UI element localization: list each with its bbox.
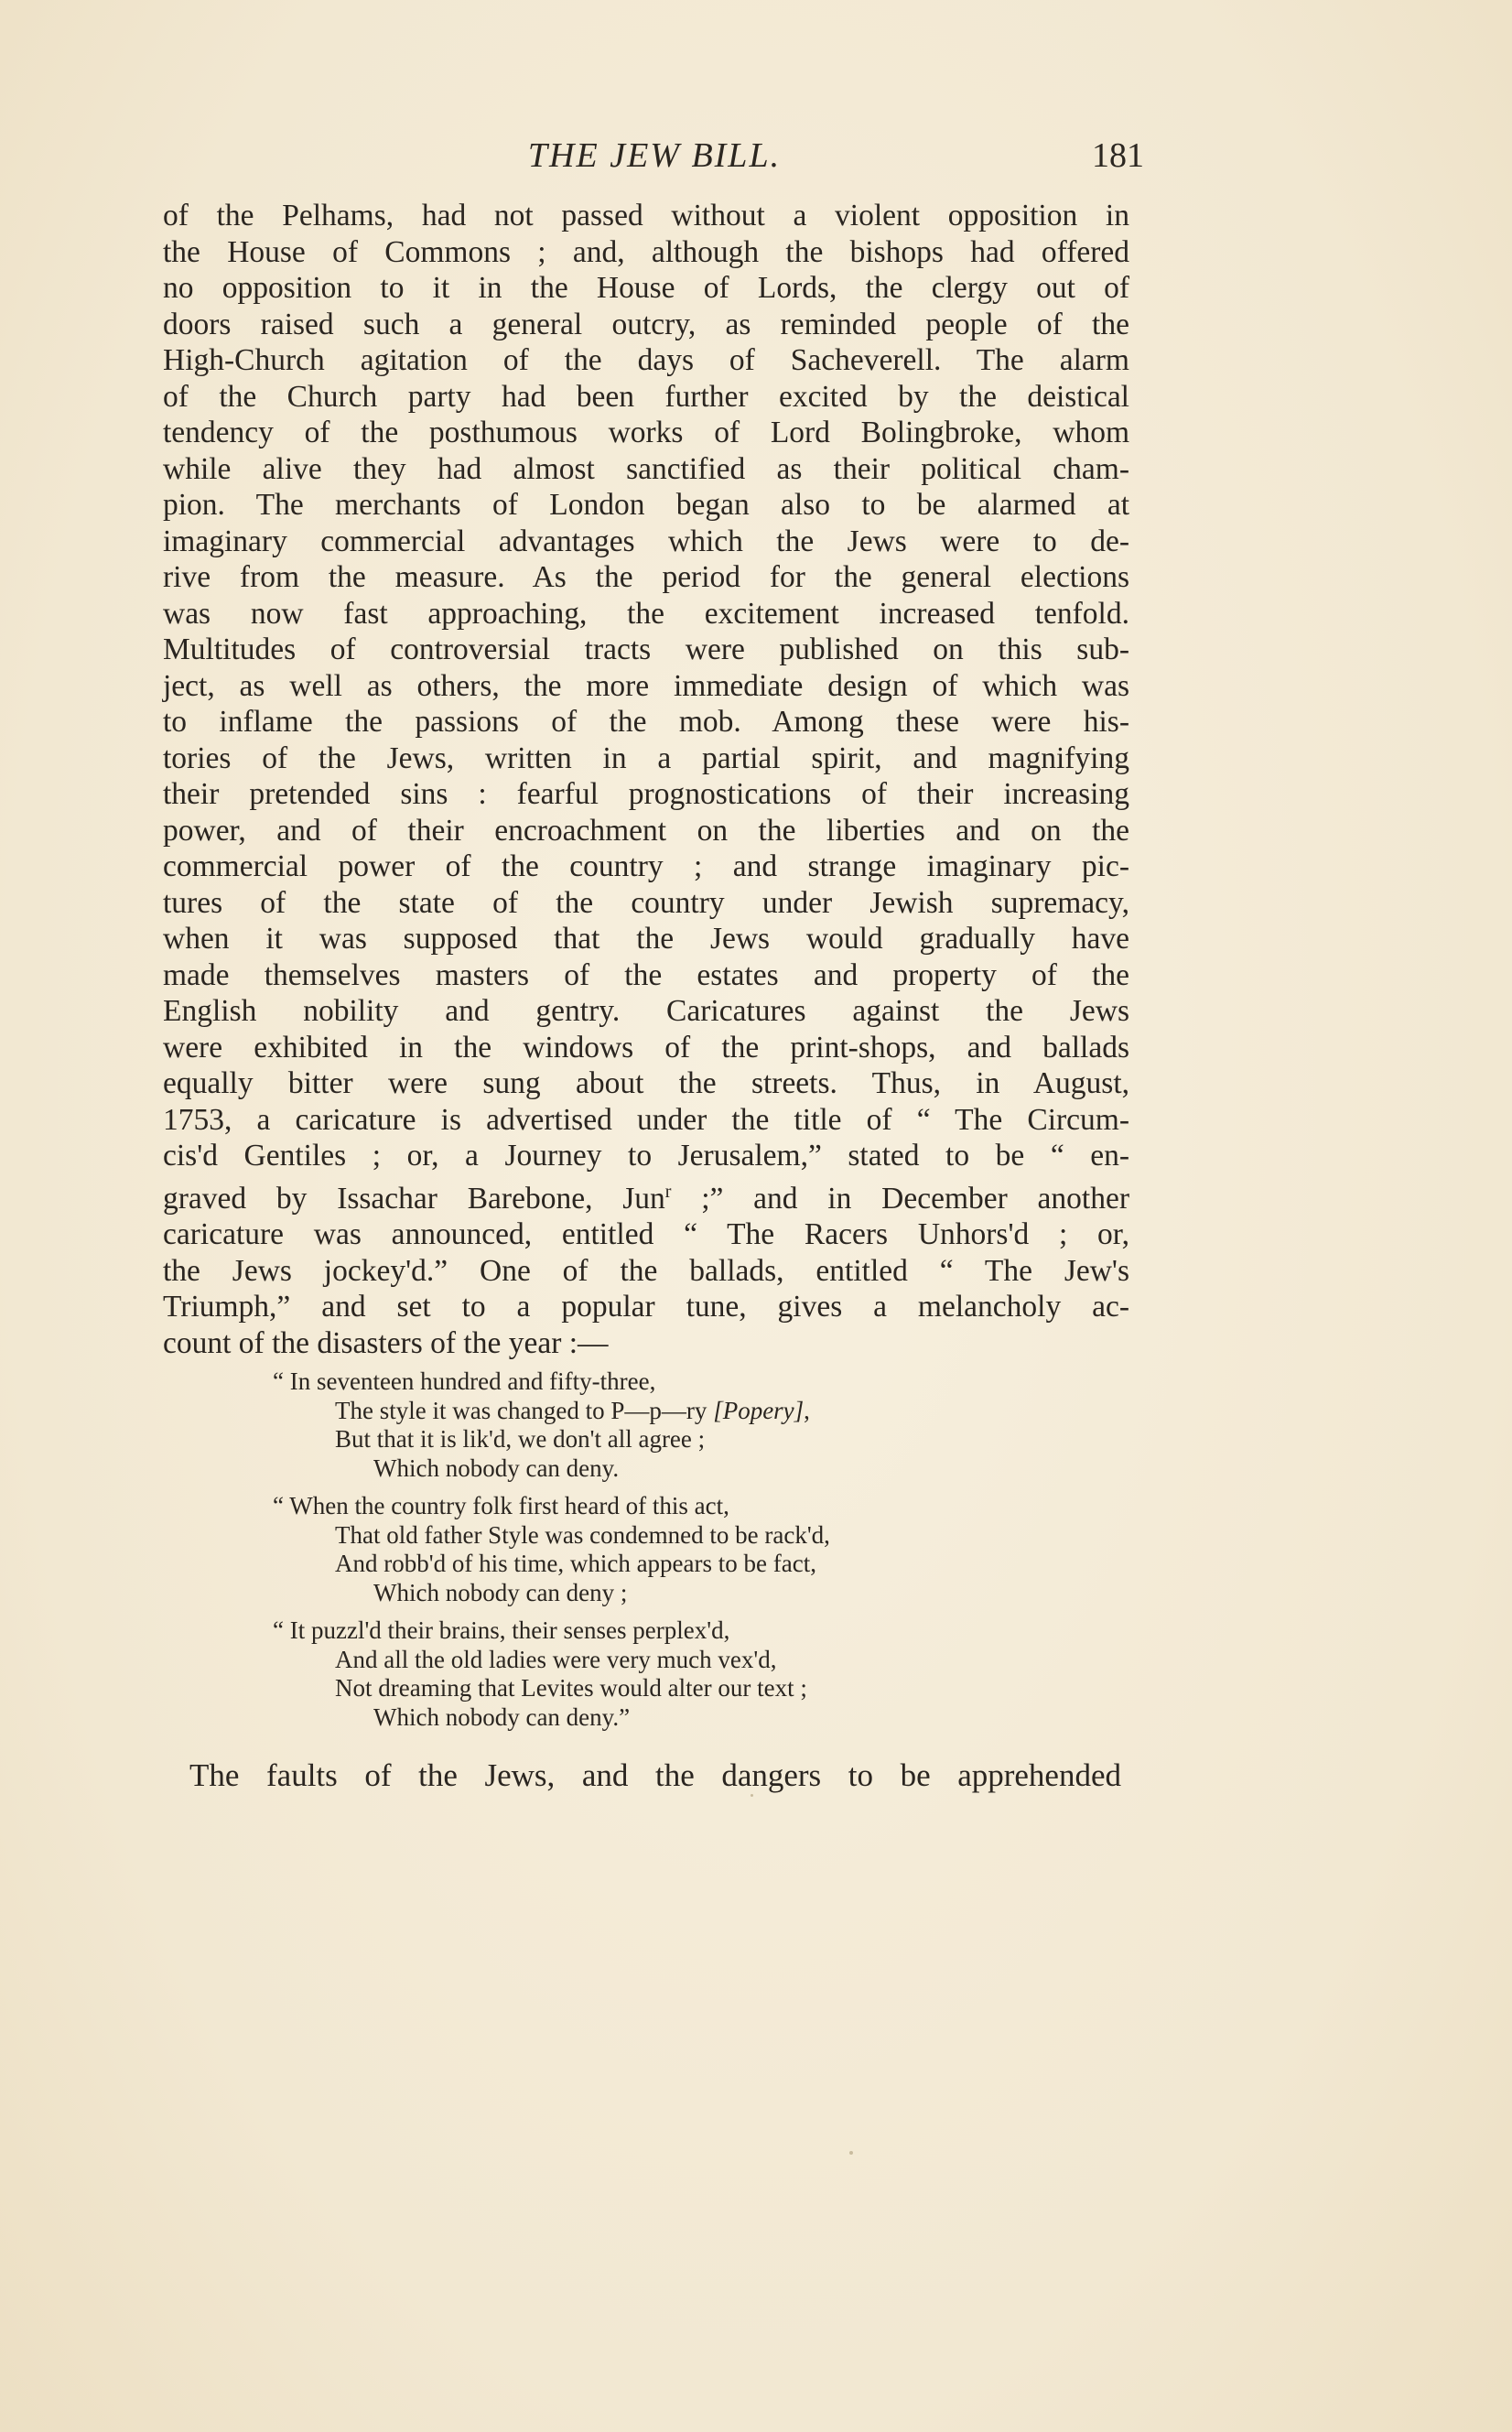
verse-line: That old father Style was condemned to be rack'd, xyxy=(335,1520,830,1549)
text-line: commercial power of the country ; and strange imaginary pic- xyxy=(163,849,1129,883)
text-line: were exhibited in the windows of the print-shops, and ballads xyxy=(163,1030,1129,1065)
stanza-2 xyxy=(273,1492,1096,1607)
verse-line: And robb'd of his time, which appears to be fact, xyxy=(335,1550,816,1577)
text-line: ject, as well as others, the more immediate design of which was xyxy=(163,668,1129,703)
text-line: of the Church party had been further excited by the deistical xyxy=(163,379,1129,414)
text-line: cis'd Gentiles ; or, a Journey to Jerusalem,” stated to be “ en- xyxy=(163,1139,1129,1173)
verse-line: “ When the country folk first heard of this act, xyxy=(273,1492,729,1519)
closing-line: The faults of the Jews, and the dangers to be apprehended xyxy=(189,1757,1121,1793)
text-line: of the Pelhams, had not passed without a violent opposition in xyxy=(163,199,1129,232)
text-line: the Jews jockey'd.” One of the ballads, entitled “ The Jew's xyxy=(163,1253,1129,1288)
barebone-start: graved by Issachar Barebone, Jun xyxy=(163,1181,665,1216)
verse-line: Not dreaming that Levites would alter our text ; xyxy=(335,1674,807,1702)
text-line: power, and of their encroachment on the liberties and on the xyxy=(163,813,1129,848)
text-line: doors raised such a general outcry, as reminded people of the xyxy=(163,307,1129,341)
text-line: the House of Commons ; and, although the bishops had offered xyxy=(163,234,1129,269)
text-line: High-Church agitation of the days of Sacheverell. The alarm xyxy=(163,343,1129,377)
text-line: equally bitter were sung about the streets. Thus, in August, xyxy=(163,1066,1129,1100)
verse-refrain: Which nobody can deny ; xyxy=(373,1578,628,1606)
verse-refrain: Which nobody can deny. xyxy=(373,1454,620,1482)
verse-line: But that it is lik'd, we don't all agree ; xyxy=(335,1425,706,1453)
text-line: English nobility and gentry. Caricatures against the Jews xyxy=(163,994,1129,1028)
verse-line: “ It puzzl'd their brains, their senses perplex'd, xyxy=(273,1616,730,1644)
barebone-end: ;” and in December another xyxy=(671,1181,1130,1216)
text-line: tories of the Jews, written in a partial spirit, and magnifying xyxy=(163,740,1129,775)
stanza-3 xyxy=(273,1616,1096,1732)
superscript-r: r xyxy=(664,1181,672,1202)
text-line-barebone xyxy=(163,1174,1129,1217)
text-line: Multitudes of controversial tracts were published on this sub- xyxy=(163,632,1129,666)
stanza-1 xyxy=(273,1367,1096,1483)
ballad-verse xyxy=(273,1367,1096,1741)
verse-line: “ In seventeen hundred and fifty-three, xyxy=(273,1367,656,1395)
verse-line xyxy=(335,1397,1096,1426)
text-line: while alive they had almost sanctified as their political cham- xyxy=(163,451,1129,486)
verse-line-italic: [Popery] xyxy=(713,1396,805,1424)
text-line: count of the disasters of the year :— xyxy=(163,1325,609,1360)
paper-speck xyxy=(751,1794,753,1797)
running-title: THE JEW BILL. xyxy=(527,136,782,175)
text-line: imaginary commercial advantages which the Jews were to de- xyxy=(163,524,1129,558)
text-line: 1753, a caricature is advertised under the title of “ The Circum- xyxy=(163,1102,1129,1137)
text-line: to inflame the passions of the mob. Among these were his- xyxy=(163,705,1129,739)
text-line: when it was supposed that the Jews would gradually have xyxy=(163,922,1129,956)
text-line: tures of the state of the country under Jewish supremacy, xyxy=(163,885,1129,920)
text-line: rive from the measure. As the period for the general elections xyxy=(163,560,1129,594)
text-line: their pretended sins : fearful prognostications of their increasing xyxy=(163,777,1129,811)
verse-line-end: , xyxy=(804,1396,810,1424)
text-line: was now fast approaching, the excitement increased tenfold. xyxy=(163,596,1129,631)
verse-line: And all the old ladies were very much vex'd, xyxy=(335,1645,777,1673)
verse-refrain: Which nobody can deny.” xyxy=(373,1702,631,1731)
paper-speck xyxy=(849,2151,853,2155)
body-paragraph xyxy=(163,198,1129,1361)
text-line: caricature was announced, entitled “ The Racers Unhors'd ; or, xyxy=(163,1217,1129,1252)
page-number: 181 xyxy=(1092,136,1144,175)
verse-line-start: The style it was changed to P—p—ry xyxy=(335,1396,714,1424)
text-line: Triumph,” and set to a popular tune, gives a melancholy ac- xyxy=(163,1290,1129,1324)
text-line: tendency of the posthumous works of Lord Bolingbroke, whom xyxy=(163,416,1129,449)
text-line: no opposition to it in the House of Lords, the clergy out of xyxy=(163,271,1129,305)
text-line: made themselves masters of the estates and property of the xyxy=(163,957,1129,992)
text-line: pion. The merchants of London began also to be alarmed at xyxy=(163,488,1129,522)
page-header xyxy=(165,135,1144,181)
